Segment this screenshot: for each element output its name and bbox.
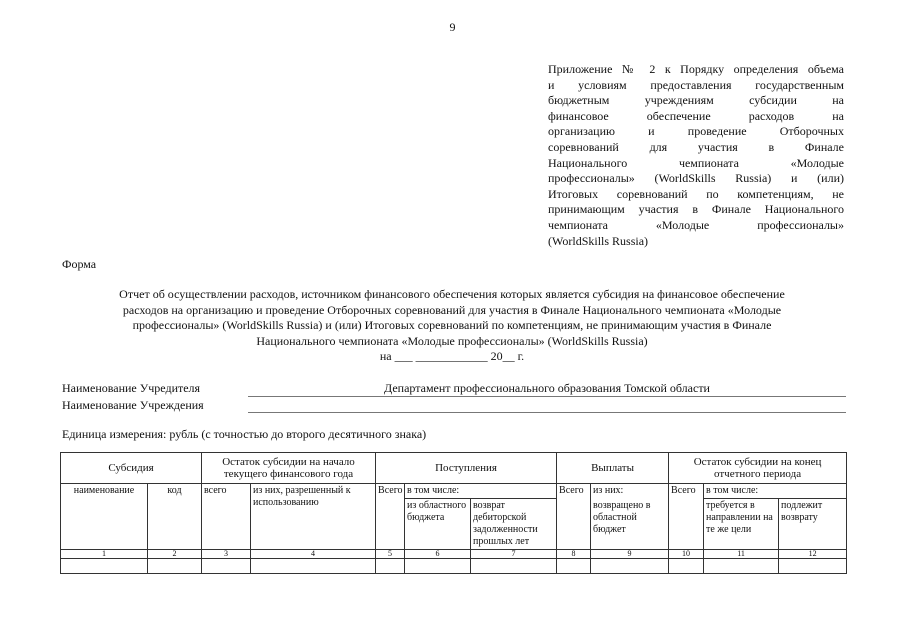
table-header-row — [61, 453, 847, 484]
column-number: 12 — [779, 550, 847, 559]
col-required: требуется в направлении на те же цели — [704, 499, 779, 550]
table-subheader-row — [61, 484, 847, 499]
col-refund: возврат дебиторской задолженности прошлых лет — [471, 499, 557, 550]
column-number: 2 — [148, 550, 202, 559]
column-number: 11 — [704, 550, 779, 559]
table-cell[interactable] — [669, 559, 704, 574]
table-cell[interactable] — [148, 559, 202, 574]
header-subsidy: Субсидия — [61, 453, 202, 484]
header-payments: Выплаты — [557, 453, 669, 484]
report-title-line: профессионалы» (WorldSkills Russia) и (или) Итоговых соревнований по компетенциям, не принимающим участия в Финале — [132, 318, 772, 332]
report-title-line: Отчет об осуществлении расходов, источником финансового обеспечения которых является субсидия на финансовое обеспечение — [119, 287, 785, 301]
header-balance-end: Остаток субсидии на конец отчетного периода — [669, 453, 847, 484]
col-returned: возвращено в областной бюджет — [591, 499, 669, 550]
appendix-line: (WorldSkills Russia) — [548, 233, 649, 248]
col-code: код — [148, 484, 202, 550]
table-cell[interactable] — [471, 559, 557, 574]
appendix-line: Приложение № 2 к Порядку определения объема — [548, 62, 844, 76]
col-end-total: Всего — [669, 484, 704, 550]
appendix-line: Итоговых соревнований по компетенциям, не — [548, 186, 844, 201]
col-name: наименование — [61, 484, 148, 550]
column-number: 7 — [471, 550, 557, 559]
col-to-return: подлежит возврату — [779, 499, 847, 550]
column-number: 9 — [591, 550, 669, 559]
appendix-line: профессионалы» (WorldSkills Russia) и (или) — [548, 171, 844, 186]
appendix-line: чемпионата «Молодые профессионалы» — [548, 217, 844, 232]
column-number-row — [61, 550, 847, 559]
appendix-line: Национального чемпионата «Молодые — [548, 155, 844, 170]
table-cell[interactable] — [779, 559, 847, 574]
founder-label: Наименование Учредителя — [62, 381, 201, 395]
column-number: 1 — [61, 550, 148, 559]
table-cell[interactable] — [61, 559, 148, 574]
report-date-line: на ___ ____________ 20__ г. — [379, 349, 525, 363]
appendix-line: бюджетным учреждениям субсидии на — [548, 93, 844, 108]
appendix-line: финансовое обеспечение расходов на — [548, 108, 844, 123]
column-number: 4 — [251, 550, 376, 559]
report-title-line: Национального чемпионата «Молодые профессионалы» (WorldSkills Russia) — [256, 333, 648, 348]
report-title — [52, 287, 852, 365]
col-receipts-total: Всего — [376, 484, 405, 550]
header-balance-start: Остаток субсидии на начало текущего финансового года — [202, 453, 376, 484]
header-receipts: Поступления — [376, 453, 557, 484]
col-payments-total: Всего — [557, 484, 591, 550]
column-number: 5 — [376, 550, 405, 559]
col-end-including: в том числе: — [704, 484, 847, 499]
column-number: 8 — [557, 550, 591, 559]
page-number: 9 — [449, 20, 456, 34]
table-cell[interactable] — [591, 559, 669, 574]
col-receipts-including: в том числе: — [405, 484, 557, 499]
unit-line: Единица измерения: рубль (с точностью до второго десятичного знака) — [62, 427, 427, 441]
table-row — [61, 559, 847, 574]
table-cell[interactable] — [704, 559, 779, 574]
table-cell[interactable] — [405, 559, 471, 574]
appendix-line: и условиям предоставления государственным — [548, 77, 844, 92]
table-cell[interactable] — [557, 559, 591, 574]
appendix-line: принимающим участия в Финале Национального — [548, 202, 844, 217]
appendix-line: соревнований для участия в Финале — [548, 139, 844, 154]
institution-underline — [248, 398, 846, 413]
table-cell[interactable] — [376, 559, 405, 574]
col-payments-of-them: из них: — [591, 484, 669, 499]
col-allowed: из них, разрешенный к использованию — [251, 484, 376, 550]
report-table — [60, 452, 847, 574]
col-total: всего — [202, 484, 251, 550]
column-number: 3 — [202, 550, 251, 559]
institution-label: Наименование Учреждения — [62, 398, 204, 412]
table-cell[interactable] — [251, 559, 376, 574]
column-number: 6 — [405, 550, 471, 559]
appendix-note — [548, 62, 844, 249]
report-title-line: расходов на организацию и проведение Отборочных соревнований для участия в Финале Национального чемпионата «Молодые — [122, 302, 782, 317]
form-label: Форма — [62, 257, 97, 271]
column-number: 10 — [669, 550, 704, 559]
appendix-line: организацию и проведение Отборочных — [548, 124, 844, 139]
founder-value[interactable]: Департамент профессионального образования Томской области — [384, 381, 710, 395]
col-from-budget: из областного бюджета — [405, 499, 471, 550]
table-cell[interactable] — [202, 559, 251, 574]
